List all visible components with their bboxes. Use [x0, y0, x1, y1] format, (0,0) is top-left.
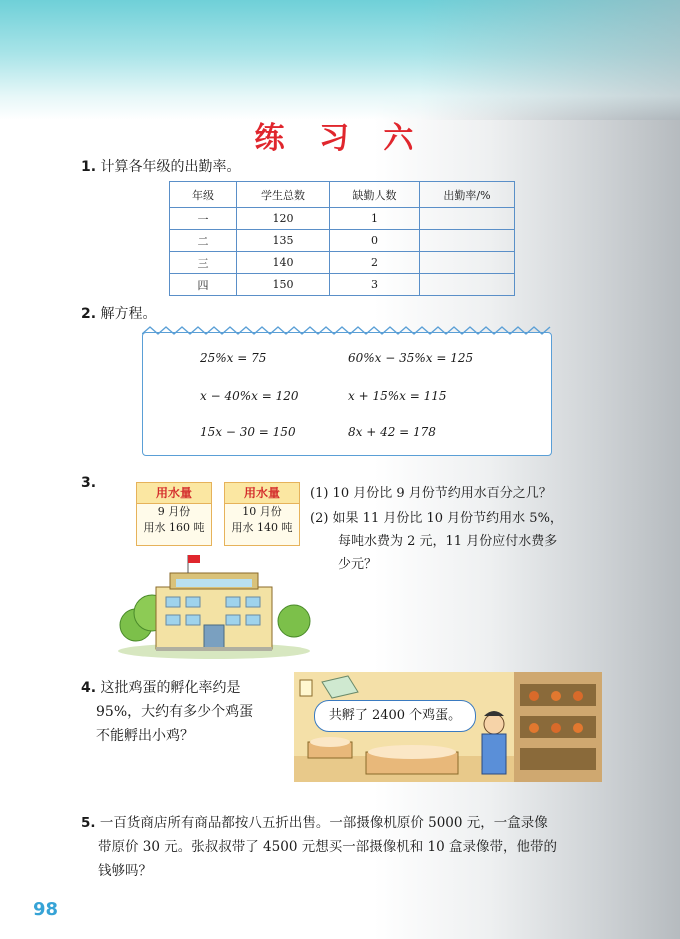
question-4-text-1: 这批鸡蛋的孵化率约是 — [100, 680, 241, 696]
table-row — [170, 252, 515, 274]
equation-6: 8x + 42 = 178 — [348, 425, 436, 439]
question-2-number: 2. — [81, 306, 97, 322]
header-total: 学生总数 — [237, 182, 330, 208]
card-month: 9 月份 — [157, 505, 191, 518]
cell-absent: 1 — [330, 208, 420, 230]
question-3-part-2-line-3: 少元？ — [338, 557, 378, 572]
school-building-illustration — [116, 555, 312, 661]
cell-total: 150 — [237, 274, 330, 296]
question-2 — [81, 303, 157, 325]
cell-grade: 二 — [170, 230, 237, 252]
card-usage: 用水 140 吨 — [231, 521, 293, 534]
equation-2: 60%x − 35%x = 125 — [348, 351, 474, 365]
question-3-part-1: (1) 10 月份比 9 月份节约用水百分之几？ — [310, 486, 552, 501]
cell-absent: 0 — [330, 230, 420, 252]
cell-absent: 3 — [330, 274, 420, 296]
cell-grade: 四 — [170, 274, 237, 296]
torn-paper-edge — [142, 324, 552, 338]
attendance-table — [169, 181, 515, 296]
page-number: 98 — [33, 899, 59, 920]
table-row — [170, 274, 515, 296]
speech-bubble-text: 共孵了 2400 个鸡蛋。 — [328, 708, 462, 723]
page-title: 练 习 六 — [254, 121, 426, 156]
equation-1: 25%x = 75 — [200, 351, 267, 365]
header-rate: 出勤率/% — [420, 182, 515, 208]
water-usage-card-october — [224, 482, 300, 546]
question-5-number: 5. — [81, 815, 96, 831]
question-3-part-2-line-2: 每吨水费为 2 元，11 月份应付水费多 — [338, 534, 558, 549]
card-month: 10 月份 — [242, 505, 282, 518]
card-heading: 用水量 — [137, 483, 211, 504]
equation-5: 15x − 30 = 150 — [200, 425, 296, 439]
cell-rate — [420, 208, 515, 230]
water-usage-card-september — [136, 482, 212, 546]
cell-total: 120 — [237, 208, 330, 230]
question-5-line-2: 带原价 30 元。张叔叔带了 4500 元想买一部摄像机和 10 盒录像带，他带的 — [98, 839, 557, 855]
card-heading: 用水量 — [225, 483, 299, 504]
top-band — [0, 0, 680, 120]
question-4-line-2: 95%，大约有多少个鸡蛋 — [96, 704, 254, 720]
question-2-text: 解方程。 — [100, 306, 157, 322]
speech-bubble — [314, 700, 476, 732]
cell-absent: 2 — [330, 252, 420, 274]
header-absent: 缺勤人数 — [330, 182, 420, 208]
equation-3: x − 40%x = 120 — [200, 389, 299, 403]
card-usage: 用水 160 吨 — [143, 521, 205, 534]
question-3-number: 3. — [81, 475, 97, 491]
table-row — [170, 208, 515, 230]
question-3 — [81, 472, 96, 494]
question-5-line-3: 钱够吗？ — [98, 863, 152, 879]
cell-total: 135 — [237, 230, 330, 252]
header-grade: 年级 — [170, 182, 237, 208]
question-4-line-1 — [81, 677, 241, 699]
table-header-row — [170, 182, 515, 208]
question-1-text: 计算各年级的出勤率。 — [100, 159, 241, 175]
question-4-number: 4. — [81, 680, 97, 696]
question-1-number: 1. — [81, 159, 97, 175]
question-5-line-1 — [81, 812, 548, 834]
cell-rate — [420, 252, 515, 274]
cell-rate — [420, 274, 515, 296]
question-5-text-1: 一百货商店所有商品都按八五折出售。一部摄像机原价 5000 元，一盒录像 — [99, 815, 548, 831]
cell-rate — [420, 230, 515, 252]
cell-grade: 三 — [170, 252, 237, 274]
question-3-part-2-line-1: (2) 如果 11 月份比 10 月份节约用水 5%， — [310, 511, 563, 526]
question-4-line-3: 不能孵出小鸡？ — [96, 728, 194, 744]
cell-grade: 一 — [170, 208, 237, 230]
question-1 — [81, 156, 241, 178]
equation-4: x + 15%x = 115 — [348, 389, 447, 403]
cell-total: 140 — [237, 252, 330, 274]
table-row — [170, 230, 515, 252]
